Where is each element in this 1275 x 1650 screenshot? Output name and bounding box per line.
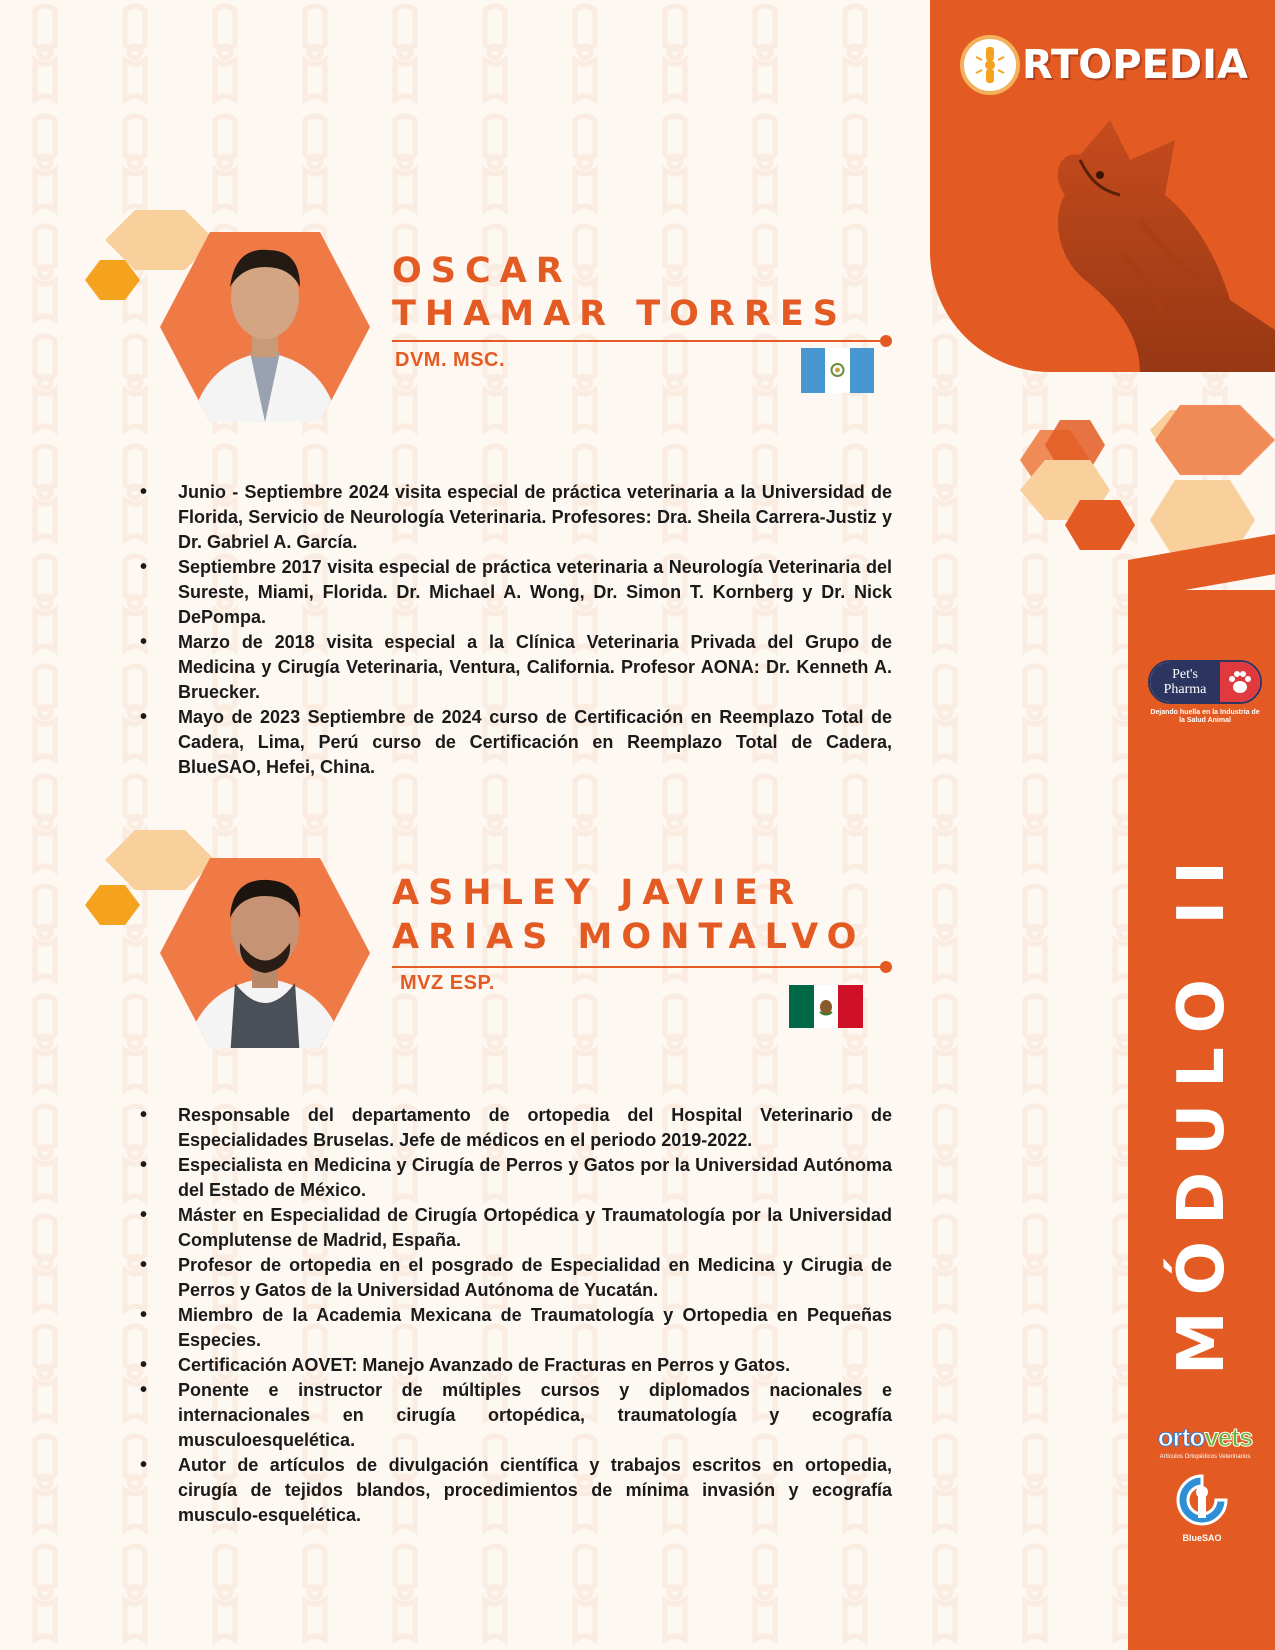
bio-item: • Responsable del departamento de ortopedia del Hospital Veterinario de Especialidades Bruselas. Jefe de médicos en el periodo 2019-2022. — [140, 1103, 892, 1153]
cat-illustration — [990, 100, 1275, 372]
bio-item: • Ponente e instructor de múltiples cursos y diplomados nacionales e internacionales en cirugía ortopédica, traumatología y ecografía musculoesquelética. — [140, 1378, 892, 1453]
bluesao-logo — [1166, 1470, 1238, 1543]
bio-item: • Mayo de 2023 Septiembre de 2024 curso de Certificación en Reemplazo Total de Cadera, Lima, Perú curso de Certificación en Reemplazo Total de Cadera, BlueSAO, Hefei, China. — [140, 705, 892, 780]
bluesao-name: BlueSAO — [1182, 1533, 1222, 1543]
speaker-bio-list — [140, 1103, 892, 1528]
bluesao-icon — [1172, 1470, 1232, 1530]
speaker-name-line1: OSCAR — [392, 251, 572, 291]
speaker-photo — [160, 848, 360, 1048]
pets-pharma-name: Pet's Pharma — [1150, 662, 1220, 702]
paw-icon — [1220, 662, 1260, 702]
speaker-name-line2: THAMAR TORRES — [392, 294, 847, 334]
speaker-name-line2: ARIAS MONTALVO — [392, 917, 866, 957]
ortovets-suffix: vets — [1204, 1422, 1253, 1452]
speaker-degree: DVM. MSC. — [395, 349, 506, 371]
pets-pharma-logo — [1148, 660, 1262, 725]
bio-item: • Especialista en Medicina y Cirugía de Perros y Gatos por la Universidad Autónoma del Estado de México. — [140, 1153, 892, 1203]
module-label — [1128, 845, 1275, 1375]
speaker-name-line1: ASHLEY JAVIER — [392, 873, 804, 913]
pets-pharma-tagline: Dejando huella en la Industria de la Salud Animal — [1150, 709, 1260, 724]
bio-item: • Marzo de 2018 visita especial a la Clínica Veterinaria Privada del Grupo de Medicina y Cirugía Veterinaria, Ventura, California. Profesor AONA: Dr. Kenneth A. Bruecker. — [140, 630, 892, 705]
speaker-degree: MVZ ESP. — [400, 972, 495, 994]
bio-item: • Máster en Especialidad de Cirugía Ortopédica y Traumatología por la Universidad Complutense de Madrid, España. — [140, 1203, 892, 1253]
module-label-text: MÓDULO II — [1164, 845, 1239, 1375]
ortovets-logo — [1148, 1422, 1262, 1460]
bio-item: • Miembro de la Academia Mexicana de Traumatología y Ortopedia en Pequeñas Especies. — [140, 1303, 892, 1353]
bio-item: • Certificación AOVET: Manejo Avanzado de Fracturas en Perros y Gatos. — [140, 1353, 892, 1378]
ortovets-tagline: Artículos Ortopédicos Veterinarios — [1159, 1454, 1251, 1460]
bio-item: • Septiembre 2017 visita especial de práctica veterinaria a Neurología Veterinaria del Sureste, Miami, Florida. Dr. Michael A. Wong, Dr. Simon T. Kornberg y Dr. Nick DePompa. — [140, 555, 892, 630]
name-divider — [392, 340, 886, 342]
bio-item: • Junio - Septiembre 2024 visita especial de práctica veterinaria a la Universidad de Florida, Servicio de Neurología Veterinaria. Profesores: Dra. Sheila Carrera-Justiz y Dr. Gabriel A. García. — [140, 480, 892, 555]
speaker-photo — [160, 222, 360, 422]
bio-item: • Profesor de ortopedia en el posgrado de Especialidad en Medicina y Cirugia de Perros y Gatos de la Universidad Autónoma de Yucatán. — [140, 1253, 892, 1303]
name-divider — [392, 966, 886, 968]
ortovets-prefix: orto — [1157, 1422, 1205, 1452]
bone-joint-icon — [960, 35, 1020, 95]
brand-wordmark: RTOPEDIA — [1022, 42, 1248, 88]
bio-item: • Autor de artículos de divulgación científica y trabajos escritos en ortopedia, cirugía de tejidos blandos, procedimientos de mínima invasión y ecografía musculo-esquelética. — [140, 1453, 892, 1528]
mexico-flag-icon — [789, 985, 863, 1028]
guatemala-flag-icon — [801, 348, 874, 393]
speaker-bio-list — [140, 480, 892, 780]
ortopedia-logo — [960, 30, 1248, 100]
